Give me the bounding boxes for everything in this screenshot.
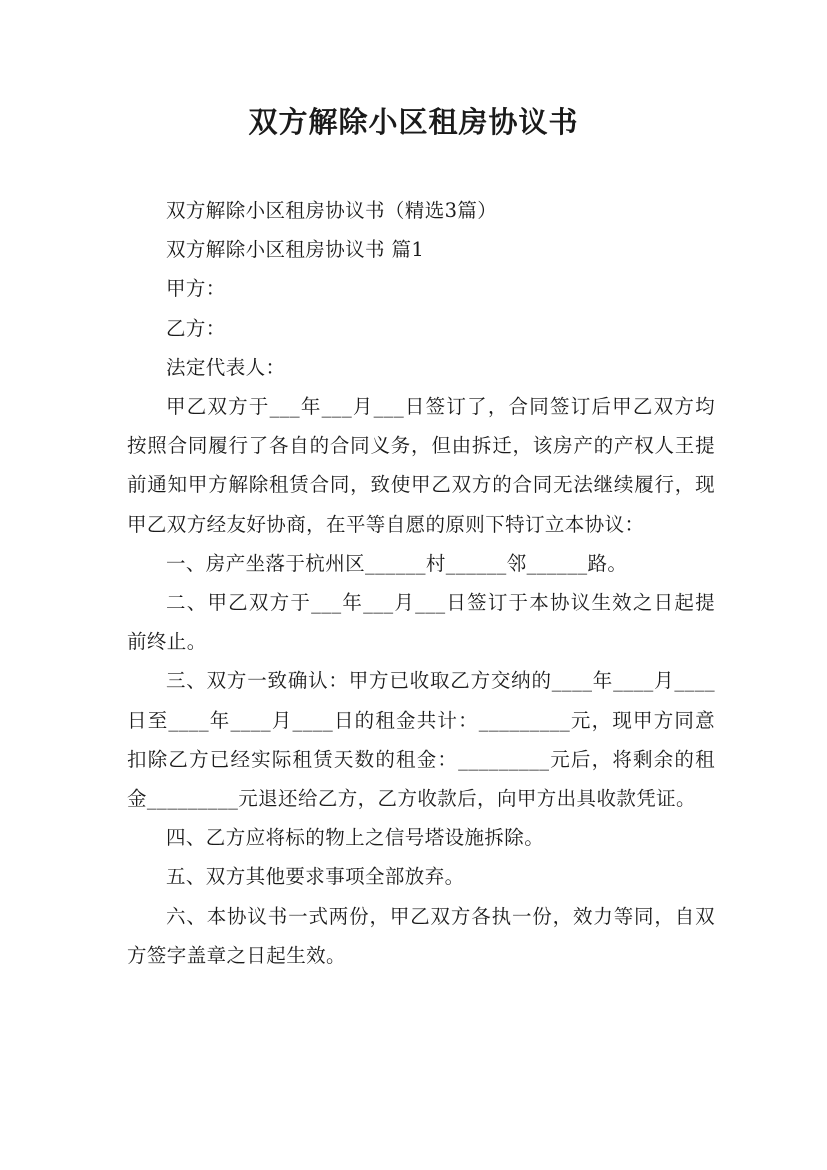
paragraph-clause-2: 二、甲乙双方于___年___月___日签订于本协议生效之日起提前终止。 [127, 591, 715, 654]
paragraph-clause-3: 三、双方一致确认：甲方已收取乙方交纳的____年____月____日至____年____月____日的租金共计：_________元，现甲方同意扣除乙方已经实际租赁天数的租金：_________元后，将剩余的租金_________元退还给乙方，乙方收款后，向甲方出具收款凭证。 [127, 669, 715, 811]
paragraph-party-a: 甲方： [166, 277, 226, 301]
paragraph-subtitle: 双方解除小区租房协议书（精选3篇） [166, 199, 498, 222]
document-body [127, 191, 715, 975]
paragraph-preamble: 甲乙双方于___年___月___日签订了，合同签订后甲乙双方均按照合同履行了各自的合同义务，但由拆迁，该房产的产权人王提前通知甲方解除租赁合同，致使甲乙双方的合同无法继续履行，现甲乙双方经友好协商，在平等自愿的原则下特订立本协议： [127, 395, 715, 536]
paragraph-clause-6: 六、本协议书一式两份，甲乙双方各执一份，效力等同，自双方签字盖章之日起生效。 [127, 904, 715, 967]
paragraph-section-heading: 双方解除小区租房协议书 篇1 [166, 238, 425, 262]
paragraph-clause-4: 四、乙方应将标的物上之信号塔设施拆除。 [166, 826, 545, 850]
document-title: 双方解除小区租房协议书 [248, 105, 579, 139]
paragraph-party-b: 乙方： [166, 316, 226, 340]
paragraph-clause-1: 一、房产坐落于杭州区______村______邻______路。 [166, 551, 628, 575]
paragraph-legal-representative: 法定代表人： [166, 355, 286, 379]
paragraph-clause-5: 五、双方其他要求事项全部放弃。 [166, 865, 465, 889]
